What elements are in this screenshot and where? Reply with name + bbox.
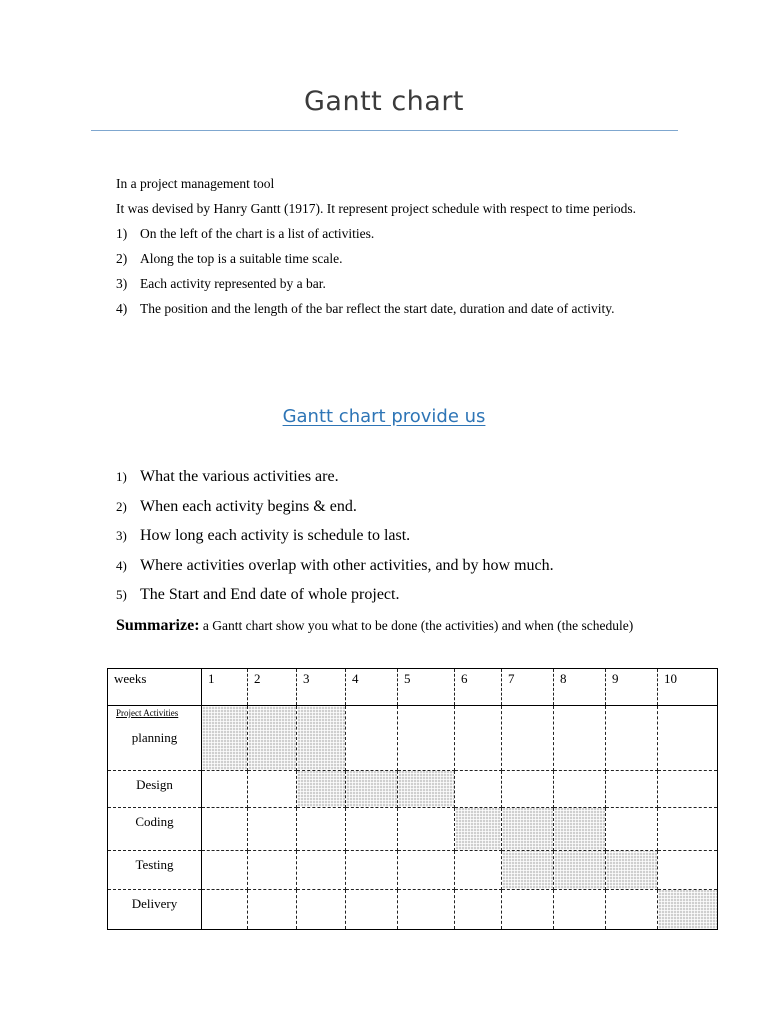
schedule-cell xyxy=(202,706,248,771)
schedule-cell xyxy=(248,890,297,930)
gantt-task-row xyxy=(108,771,718,808)
schedule-bar xyxy=(554,808,605,850)
weeks-header: weeks xyxy=(108,669,202,706)
task-name: Delivery xyxy=(131,896,178,911)
schedule-bar xyxy=(248,706,296,770)
schedule-cell xyxy=(658,808,718,851)
intro-points xyxy=(116,221,656,321)
intro-point-number: 1) xyxy=(116,226,128,241)
schedule-cell xyxy=(606,771,658,808)
provide-item xyxy=(116,551,676,581)
schedule-cell xyxy=(346,771,398,808)
schedule-cell xyxy=(297,890,346,930)
schedule-cell xyxy=(248,771,297,808)
intro-point xyxy=(116,271,656,296)
intro-point xyxy=(116,246,656,271)
schedule-cell xyxy=(346,890,398,930)
intro-point xyxy=(116,296,656,321)
schedule-bar xyxy=(554,851,605,889)
task-name: planning xyxy=(131,730,178,745)
schedule-cell xyxy=(502,890,554,930)
schedule-cell xyxy=(502,808,554,851)
schedule-cell xyxy=(658,890,718,930)
schedule-cell xyxy=(346,851,398,890)
provide-item-text: How long each activity is schedule to last. xyxy=(140,527,411,544)
schedule-cell xyxy=(606,890,658,930)
schedule-cell xyxy=(606,851,658,890)
page-title: Gantt chart xyxy=(303,86,465,117)
project-activities-label: Project Activities xyxy=(116,708,179,718)
task-name: Coding xyxy=(135,814,174,829)
schedule-cell xyxy=(202,808,248,851)
intro-section xyxy=(116,171,656,321)
week-header: 2 xyxy=(248,669,297,706)
week-header: 10 xyxy=(658,669,718,706)
task-label-cell xyxy=(108,890,202,930)
task-name: Design xyxy=(136,777,173,792)
schedule-cell xyxy=(398,890,455,930)
schedule-cell xyxy=(554,771,606,808)
week-header: 9 xyxy=(606,669,658,706)
provide-item-text: The Start and End date of whole project. xyxy=(140,586,400,603)
schedule-cell xyxy=(202,851,248,890)
intro-point-number: 2) xyxy=(116,251,128,266)
provide-item-number: 4) xyxy=(116,557,127,573)
intro-point-text: On the left of the chart is a list of activities. xyxy=(140,226,375,241)
schedule-cell xyxy=(398,808,455,851)
gantt-task-row xyxy=(108,851,718,890)
schedule-cell xyxy=(658,851,718,890)
provide-item-text: What the various activities are. xyxy=(140,468,339,485)
provide-item-number: 2) xyxy=(116,498,127,514)
schedule-bar xyxy=(502,808,553,850)
week-header: 5 xyxy=(398,669,455,706)
gantt-task-row xyxy=(108,890,718,930)
schedule-cell xyxy=(346,808,398,851)
intro-point-text: Along the top is a suitable time scale. xyxy=(140,251,343,266)
provide-item xyxy=(116,462,676,492)
intro-point-text: The position and the length of the bar reflect the start date, duration and date of activity. xyxy=(140,301,615,316)
schedule-bar xyxy=(455,808,501,850)
week-header: 8 xyxy=(554,669,606,706)
intro-line-1: In a project management tool xyxy=(116,176,275,191)
section-heading: Gantt chart provide us xyxy=(282,406,486,427)
schedule-cell xyxy=(297,706,346,771)
schedule-cell xyxy=(248,706,297,771)
provide-item xyxy=(116,492,676,522)
intro-point-number: 3) xyxy=(116,276,128,291)
schedule-cell xyxy=(202,771,248,808)
task-label-cell xyxy=(108,706,202,771)
schedule-cell xyxy=(606,808,658,851)
schedule-bar xyxy=(658,890,717,929)
schedule-cell xyxy=(502,771,554,808)
summary-paragraph xyxy=(116,612,661,639)
task-label-cell xyxy=(108,851,202,890)
schedule-cell xyxy=(248,808,297,851)
schedule-cell xyxy=(398,771,455,808)
schedule-cell xyxy=(606,706,658,771)
schedule-cell xyxy=(502,706,554,771)
gantt-task-row xyxy=(108,808,718,851)
schedule-cell xyxy=(297,771,346,808)
schedule-cell xyxy=(554,808,606,851)
schedule-cell xyxy=(398,851,455,890)
schedule-bar xyxy=(297,706,345,770)
week-header: 7 xyxy=(502,669,554,706)
schedule-bar xyxy=(606,851,657,889)
provide-item-number: 1) xyxy=(116,469,127,484)
schedule-cell xyxy=(658,771,718,808)
intro-point xyxy=(116,221,656,246)
provide-item xyxy=(116,521,676,551)
schedule-cell xyxy=(455,890,502,930)
intro-point-text: Each activity represented by a bar. xyxy=(140,276,326,291)
schedule-cell xyxy=(554,851,606,890)
schedule-cell xyxy=(248,851,297,890)
schedule-cell xyxy=(455,851,502,890)
gantt-task-row xyxy=(108,706,718,771)
provide-item-number: 5) xyxy=(116,587,127,602)
schedule-cell xyxy=(455,706,502,771)
schedule-bar xyxy=(297,771,345,807)
schedule-cell xyxy=(455,808,502,851)
schedule-cell xyxy=(502,851,554,890)
schedule-cell xyxy=(202,890,248,930)
summary-label: Summarize: xyxy=(116,617,200,634)
schedule-cell xyxy=(554,890,606,930)
schedule-bar xyxy=(202,706,247,770)
week-header: 6 xyxy=(455,669,502,706)
intro-line-2: It was devised by Hanry Gantt (1917). It represent project schedule with respect to time periods. xyxy=(116,201,636,216)
gantt-table xyxy=(107,668,718,930)
task-label-cell xyxy=(108,771,202,808)
provide-item xyxy=(116,580,676,610)
schedule-cell xyxy=(297,851,346,890)
task-name: Testing xyxy=(135,857,174,872)
schedule-cell xyxy=(554,706,606,771)
schedule-cell xyxy=(455,771,502,808)
task-label-cell xyxy=(108,808,202,851)
week-header: 3 xyxy=(297,669,346,706)
provide-item-number: 3) xyxy=(116,528,127,543)
provide-item-text: Where activities overlap with other activities, and by how much. xyxy=(140,556,554,574)
schedule-cell xyxy=(297,808,346,851)
schedule-bar xyxy=(502,851,553,889)
provide-list xyxy=(116,462,676,610)
week-header: 4 xyxy=(346,669,398,706)
intro-point-number: 4) xyxy=(116,301,128,316)
schedule-bar xyxy=(346,771,397,807)
schedule-bar xyxy=(398,771,454,807)
provide-item-text: When each activity begins & end. xyxy=(140,497,357,515)
schedule-cell xyxy=(398,706,455,771)
title-divider xyxy=(91,130,678,131)
week-header: 1 xyxy=(202,669,248,706)
schedule-cell xyxy=(346,706,398,771)
summary-text: a Gantt chart show you what to be done (the activities) and when (the schedule) xyxy=(199,618,634,633)
gantt-header-row xyxy=(108,669,718,706)
schedule-cell xyxy=(658,706,718,771)
